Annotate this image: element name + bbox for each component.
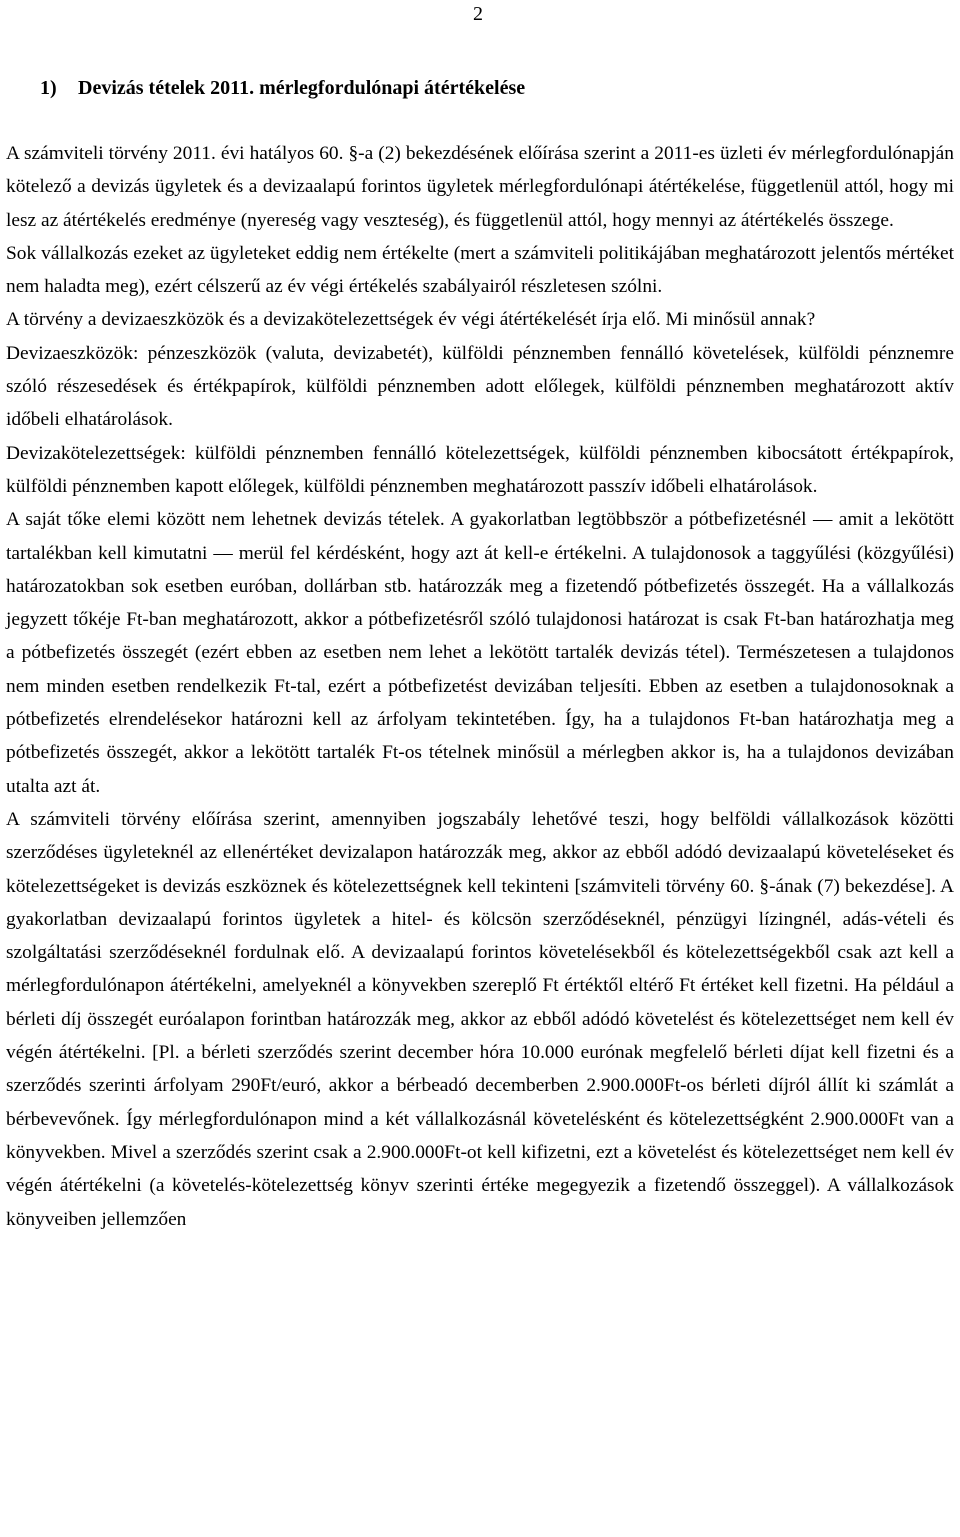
paragraph-question: A törvény a devizaeszközök és a devizakötelezettségek év végi átértékelését írja elő. Mi minősül annak?: [6, 309, 816, 331]
paragraph-foreign-assets: Devizaeszközök: pénzeszközök (valuta, devizabetét), külföldi pénznemben fennálló követelések, külföldi pénznemre szóló részesedések és értékpapírok, külföldi pénznemben adott előlegek, külföldi pénznemben meghatározott aktív időbeli elhatárolások.: [6, 342, 954, 431]
document-body: [6, 137, 954, 1236]
paragraph-foreign-liabilities: Devizakötelezettségek: külföldi pénznemben fennálló kötelezettségek, külföldi pénznemben kibocsátott értékpapírok, külföldi pénznemben kapott előlegek, külföldi pénznemben meghatározott passzív időbeli elhatárolások.: [6, 442, 954, 497]
page-number: 2: [473, 3, 483, 25]
section-number: 1): [40, 77, 57, 99]
section-title: Devizás tételek 2011. mérlegfordulónapi átértékelése: [78, 77, 526, 99]
paragraph-valuation-practice: Sok vállalkozás ezeket az ügyleteket eddig nem értékelte (mert a számviteli politikájában meghatározott jelentős mértéket nem haladta meg), ezért célszerű az év végi értékelés szabályairól részletesen szólni.: [6, 242, 954, 298]
paragraph-legal-requirement: A számviteli törvény 2011. évi hatályos 60. §-a (2) bekezdésének előírása szerint a 2011-es üzleti év mérlegfordulónapján kötelező a devizás ügyletek és a devizaalapú forintos ügyletek mérlegfordulónapi átértékelése, függetlenül attól, hogy mi lesz az átértékelés eredménye (nyereség vagy veszteség), és függetlenül attól, hogy mennyi az átértékelés összege.: [6, 143, 954, 231]
paragraph-forint-transactions: A számviteli törvény előírása szerint, amennyiben jogszabály lehetővé teszi, hogy belföldi vállalkozások közötti szerződéses ügyleteknél az ellenértéket devizalapon határozzák meg, akkor az ebből adódó devizaalapú követeléseket és kötelezettségeket is devizás eszköznek és kötelezettségnek kell tekinteni [számviteli törvény 60. §-ának (7) bekezdése]. A gyakorlatban devizaalapú forintos ügyletek a hitel- és kölcsön szerződéseknél, pénzügyi lízingnél, adás-vételi és szolgáltatási szerződéseknél fordulnak elő. A devizaalapú forintos követelésekből és kötelezettségekből csak azt kell a mérlegfordulónapon átértékelni, amelyeknél a könyvekben szereplő Ft értéktől eltérő Ft értéket kell fizetni. Ha például a bérleti díj összegét euróalapon forintban határozzák meg, akkor az ebből adódó követelést és kötelezettséget nem kell év végén átértékelni. [Pl. a bérleti szerződés szerint december hóra 10.000 eurónak megfelelő bérleti díjat kell fizetni és a szerződés szerinti árfolyam 290Ft/euró, akkor a bérbeadó decemberben 2.900.000Ft-os bérleti díjról állít ki számlát a bérbevevőnek. Így mérlegfordulónapon mind a két vállalkozásnál követelésként és kötelezettségként 2.900.000Ft van a könyvekben. Mivel a szerződés szerint csak a 2.900.000Ft-ot kell kifizetni, ezt a követelést és kötelezettséget nem kell év végén átértékelni (a követelés-kötelezettség könyv szerinti értéke megegyezik a fizetendő összeggel). A vállalkozások könyveiben jellemzően: [6, 808, 954, 1230]
paragraph-equity: A saját tőke elemi között nem lehetnek devizás tételek. A gyakorlatban legtöbbször a pótbefizetésnél — amit a lekötött tartalékban kell kimutatni — merül fel kérdésként, hogy azt át kell-e értékelni. A tulajdonosok a taggyűlési (közgyűlési) határozatokban sok esetben euróban, dollárban stb. határozzák meg a fizetendő pótbefizetés összegét. Ha a vállalkozás jegyzett tőkéje Ft-ban meghatározott, akkor a pótbefizetésről szóló tulajdonosi határozat is csak Ft-ban határozhatja meg a pótbefizetés összegét (ezért ebben az esetben nem lehet a lekötött tartalék devizás tétel). Természetesen a tulajdonos nem minden esetben rendelkezik Ft-tal, ezért a pótbefizetést devizában teljesíti. Ebben az esetben a tulajdonosoknak a pótbefizetés elrendelésekor határozni kell az árfolyam tekintetében. Így, ha a tulajdonos Ft-ban határozhatja meg a pótbefizetés összegét, akkor a lekötött tartalék Ft-os tételnek minősül a mérlegben akkor is, ha a tulajdonos devizában utalta azt át.: [6, 509, 954, 797]
section-heading: [40, 75, 525, 101]
